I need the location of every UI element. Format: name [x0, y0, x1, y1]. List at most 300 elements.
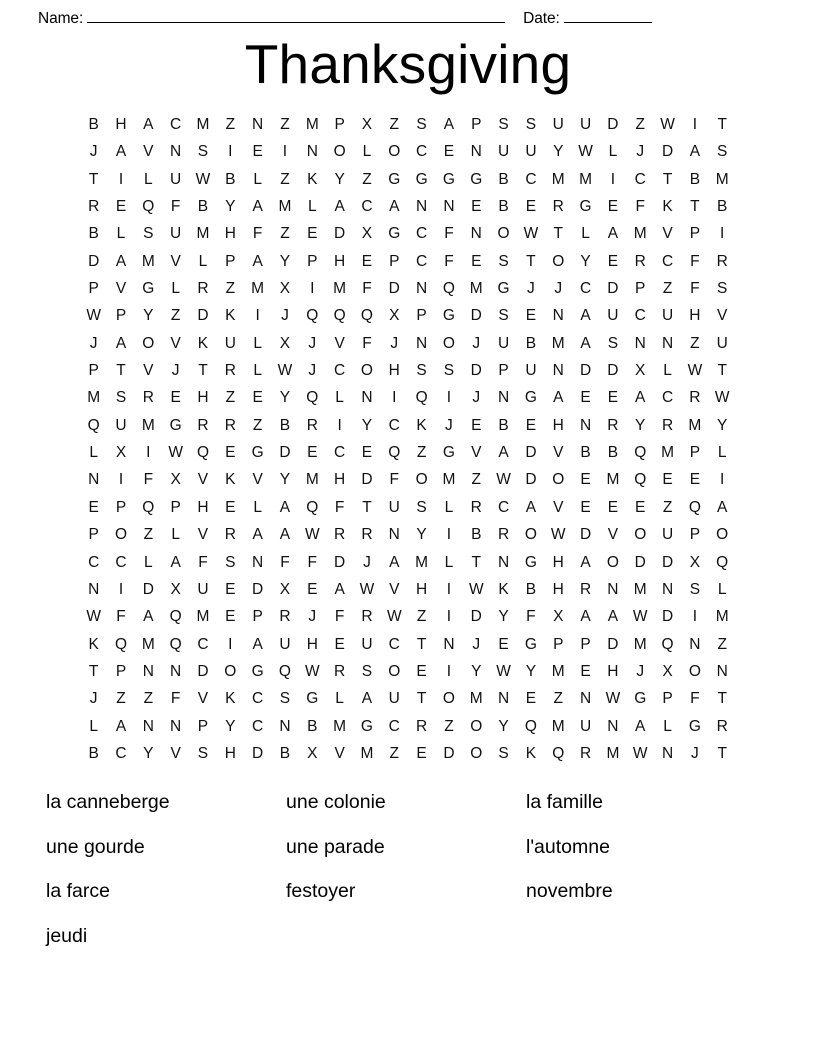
- grid-cell[interactable]: S: [416, 362, 427, 380]
- grid-cell[interactable]: C: [661, 389, 674, 407]
- grid-cell[interactable]: L: [89, 717, 98, 735]
- grid-cell[interactable]: E: [580, 389, 591, 407]
- grid-cell[interactable]: F: [252, 225, 263, 243]
- word-list-item[interactable]: la farce: [46, 880, 110, 902]
- grid-cell[interactable]: D: [661, 608, 674, 626]
- grid-cell[interactable]: F: [116, 608, 126, 626]
- grid-cell[interactable]: M: [579, 170, 593, 188]
- grid-cell[interactable]: D: [252, 744, 264, 762]
- grid-cell[interactable]: O: [470, 717, 483, 735]
- grid-cell[interactable]: E: [662, 471, 673, 489]
- grid-cell[interactable]: Z: [553, 690, 563, 708]
- grid-cell[interactable]: B: [88, 744, 99, 762]
- grid-cell[interactable]: P: [88, 280, 99, 298]
- grid-cell[interactable]: X: [389, 307, 400, 325]
- grid-cell[interactable]: G: [470, 170, 483, 188]
- grid-cell[interactable]: K: [225, 690, 236, 708]
- grid-cell[interactable]: D: [607, 116, 619, 133]
- grid-cell[interactable]: S: [607, 334, 619, 352]
- grid-cell[interactable]: Y: [279, 252, 291, 270]
- grid-cell[interactable]: T: [690, 198, 700, 216]
- grid-cell[interactable]: O: [114, 526, 128, 544]
- grid-cell[interactable]: M: [688, 416, 702, 434]
- grid-cell[interactable]: V: [143, 362, 154, 380]
- grid-cell[interactable]: P: [689, 526, 701, 544]
- grid-cell[interactable]: T: [88, 662, 99, 680]
- grid-cell[interactable]: D: [525, 444, 537, 462]
- grid-cell[interactable]: W: [86, 608, 101, 626]
- grid-cell[interactable]: D: [334, 553, 346, 571]
- grid-cell[interactable]: L: [253, 170, 262, 188]
- grid-cell[interactable]: L: [444, 498, 454, 516]
- grid-cell[interactable]: B: [88, 116, 99, 133]
- grid-cell[interactable]: P: [170, 498, 181, 516]
- grid-cell[interactable]: M: [715, 170, 729, 188]
- grid-cell[interactable]: W: [86, 307, 101, 325]
- grid-cell[interactable]: M: [469, 690, 483, 708]
- grid-cell[interactable]: O: [388, 662, 401, 680]
- grid-cell[interactable]: V: [170, 252, 181, 270]
- grid-cell[interactable]: N: [170, 717, 182, 735]
- grid-cell[interactable]: A: [115, 143, 127, 161]
- grid-cell[interactable]: D: [443, 744, 455, 762]
- grid-cell[interactable]: I: [610, 170, 616, 188]
- grid-cell[interactable]: C: [361, 198, 373, 216]
- grid-cell[interactable]: I: [692, 608, 698, 626]
- grid-cell[interactable]: H: [224, 744, 236, 762]
- grid-cell[interactable]: M: [196, 608, 210, 626]
- grid-cell[interactable]: U: [197, 580, 209, 598]
- grid-cell[interactable]: E: [635, 498, 646, 516]
- word-list-item[interactable]: la canneberge: [46, 791, 170, 813]
- grid-cell[interactable]: H: [224, 225, 236, 243]
- grid-cell[interactable]: N: [88, 580, 100, 598]
- grid-cell[interactable]: F: [307, 553, 318, 571]
- grid-cell[interactable]: E: [525, 416, 537, 434]
- date-field[interactable]: [523, 9, 652, 28]
- grid-cell[interactable]: C: [416, 225, 428, 243]
- grid-cell[interactable]: W: [632, 608, 648, 626]
- grid-cell[interactable]: U: [279, 635, 291, 653]
- grid-cell[interactable]: L: [171, 280, 180, 298]
- grid-cell[interactable]: Q: [442, 280, 455, 298]
- grid-cell[interactable]: L: [171, 526, 180, 544]
- grid-cell[interactable]: B: [607, 444, 619, 462]
- grid-cell[interactable]: W: [195, 170, 211, 188]
- grid-cell[interactable]: P: [553, 635, 564, 653]
- grid-cell[interactable]: L: [608, 143, 618, 161]
- grid-cell[interactable]: B: [498, 198, 509, 216]
- grid-cell[interactable]: V: [389, 580, 400, 598]
- grid-cell[interactable]: U: [388, 498, 400, 516]
- grid-cell[interactable]: S: [689, 580, 701, 598]
- grid-cell[interactable]: G: [415, 170, 428, 188]
- grid-cell[interactable]: D: [607, 280, 619, 298]
- grid-cell[interactable]: S: [197, 744, 209, 762]
- grid-cell[interactable]: X: [689, 553, 701, 571]
- grid-cell[interactable]: U: [170, 170, 182, 188]
- grid-cell[interactable]: Q: [278, 662, 291, 680]
- grid-cell[interactable]: T: [362, 498, 372, 516]
- grid-cell[interactable]: J: [445, 416, 453, 434]
- grid-cell[interactable]: A: [525, 498, 537, 516]
- grid-cell[interactable]: A: [635, 717, 646, 735]
- grid-cell[interactable]: E: [225, 608, 236, 626]
- grid-cell[interactable]: B: [689, 170, 701, 188]
- grid-cell[interactable]: T: [416, 690, 427, 708]
- grid-cell[interactable]: D: [525, 471, 537, 489]
- grid-cell[interactable]: X: [279, 580, 291, 598]
- grid-cell[interactable]: A: [252, 635, 263, 653]
- grid-cell[interactable]: F: [444, 225, 454, 243]
- grid-cell[interactable]: B: [279, 744, 291, 762]
- grid-cell[interactable]: A: [143, 116, 154, 133]
- grid-cell[interactable]: E: [416, 744, 427, 762]
- grid-cell[interactable]: N: [661, 580, 674, 598]
- grid-cell[interactable]: Y: [553, 143, 564, 161]
- grid-cell[interactable]: E: [580, 662, 591, 680]
- grid-cell[interactable]: T: [88, 170, 99, 188]
- grid-cell[interactable]: Q: [688, 498, 701, 516]
- grid-cell[interactable]: V: [717, 307, 728, 325]
- grid-cell[interactable]: O: [524, 526, 537, 544]
- grid-cell[interactable]: M: [333, 717, 347, 735]
- grid-cell[interactable]: X: [361, 116, 373, 133]
- grid-cell[interactable]: N: [361, 389, 373, 407]
- grid-cell[interactable]: D: [470, 608, 482, 626]
- grid-cell[interactable]: V: [115, 280, 127, 298]
- grid-cell[interactable]: A: [334, 580, 345, 598]
- grid-cell[interactable]: A: [635, 389, 646, 407]
- grid-cell[interactable]: J: [390, 334, 399, 352]
- grid-cell[interactable]: F: [690, 690, 700, 708]
- grid-cell[interactable]: W: [304, 526, 320, 544]
- grid-cell[interactable]: X: [662, 662, 673, 680]
- grid-cell[interactable]: O: [360, 362, 373, 380]
- grid-cell[interactable]: J: [472, 334, 481, 352]
- grid-cell[interactable]: S: [279, 690, 291, 708]
- grid-cell[interactable]: D: [252, 580, 264, 598]
- grid-cell[interactable]: O: [415, 471, 428, 489]
- grid-cell[interactable]: O: [442, 334, 455, 352]
- grid-cell[interactable]: Y: [635, 416, 646, 434]
- grid-cell[interactable]: E: [607, 198, 619, 216]
- grid-cell[interactable]: Y: [361, 416, 373, 434]
- grid-cell[interactable]: G: [388, 170, 401, 188]
- grid-cell[interactable]: I: [118, 471, 124, 489]
- grid-cell[interactable]: T: [717, 744, 727, 762]
- grid-cell[interactable]: T: [416, 635, 427, 653]
- grid-cell[interactable]: C: [252, 690, 264, 708]
- grid-cell[interactable]: R: [716, 717, 728, 735]
- grid-cell[interactable]: Q: [87, 416, 100, 434]
- grid-cell[interactable]: V: [197, 526, 209, 544]
- grid-cell[interactable]: A: [498, 444, 509, 462]
- grid-cell[interactable]: R: [224, 526, 236, 544]
- grid-cell[interactable]: Q: [634, 444, 647, 462]
- grid-cell[interactable]: U: [361, 635, 373, 653]
- grid-cell[interactable]: S: [197, 143, 209, 161]
- grid-cell[interactable]: I: [228, 143, 233, 161]
- grid-cell[interactable]: T: [553, 225, 563, 243]
- word-list-item[interactable]: une gourde: [46, 835, 145, 858]
- word-list-item[interactable]: jeudi: [46, 924, 88, 947]
- grid-cell[interactable]: F: [170, 198, 181, 216]
- grid-cell[interactable]: G: [497, 280, 510, 298]
- grid-cell[interactable]: N: [661, 744, 674, 762]
- grid-cell[interactable]: N: [607, 580, 619, 598]
- grid-cell[interactable]: S: [225, 553, 236, 571]
- grid-cell[interactable]: L: [335, 389, 344, 407]
- grid-cell[interactable]: Y: [225, 717, 236, 735]
- grid-cell[interactable]: E: [607, 498, 619, 516]
- grid-cell[interactable]: C: [197, 635, 209, 653]
- grid-cell[interactable]: L: [89, 444, 98, 462]
- grid-cell[interactable]: Y: [471, 662, 482, 680]
- grid-cell[interactable]: H: [552, 553, 564, 571]
- grid-cell[interactable]: M: [633, 635, 647, 653]
- grid-cell[interactable]: E: [689, 471, 701, 489]
- grid-cell[interactable]: C: [388, 416, 400, 434]
- grid-cell[interactable]: N: [552, 307, 564, 325]
- grid-cell[interactable]: T: [471, 553, 481, 571]
- grid-cell[interactable]: O: [497, 225, 510, 243]
- grid-cell[interactable]: E: [252, 389, 263, 407]
- grid-cell[interactable]: I: [118, 580, 124, 598]
- grid-cell[interactable]: E: [225, 498, 236, 516]
- grid-cell[interactable]: E: [252, 143, 263, 161]
- grid-cell[interactable]: N: [661, 334, 674, 352]
- grid-cell[interactable]: C: [416, 252, 428, 270]
- grid-cell[interactable]: V: [471, 444, 482, 462]
- grid-cell[interactable]: I: [337, 416, 342, 434]
- grid-cell[interactable]: A: [143, 608, 154, 626]
- grid-cell[interactable]: U: [115, 416, 127, 434]
- grid-cell[interactable]: Y: [580, 252, 591, 270]
- grid-cell[interactable]: C: [497, 498, 510, 516]
- word-list-item[interactable]: une colonie: [286, 791, 386, 813]
- grid-cell[interactable]: P: [307, 252, 318, 270]
- grid-cell[interactable]: R: [552, 198, 564, 216]
- grid-cell[interactable]: N: [470, 143, 482, 161]
- name-write-line[interactable]: [87, 9, 505, 23]
- grid-cell[interactable]: P: [115, 662, 127, 680]
- grid-cell[interactable]: F: [444, 252, 454, 270]
- grid-cell[interactable]: K: [498, 580, 509, 598]
- grid-cell[interactable]: G: [524, 553, 537, 571]
- grid-cell[interactable]: X: [361, 225, 373, 243]
- grid-cell[interactable]: N: [497, 553, 510, 571]
- grid-cell[interactable]: F: [334, 608, 345, 626]
- grid-cell[interactable]: G: [442, 444, 455, 462]
- grid-cell[interactable]: Z: [416, 608, 427, 626]
- grid-cell[interactable]: D: [579, 526, 592, 544]
- grid-cell[interactable]: S: [498, 252, 509, 270]
- grid-cell[interactable]: T: [717, 116, 727, 133]
- grid-cell[interactable]: F: [362, 280, 372, 298]
- grid-cell[interactable]: R: [361, 526, 373, 544]
- grid-cell[interactable]: R: [306, 416, 318, 434]
- grid-cell[interactable]: N: [170, 662, 182, 680]
- grid-cell[interactable]: D: [607, 635, 619, 653]
- grid-cell[interactable]: X: [115, 444, 127, 462]
- grid-cell[interactable]: M: [333, 280, 347, 298]
- grid-cell[interactable]: P: [689, 225, 701, 243]
- grid-cell[interactable]: A: [361, 690, 373, 708]
- grid-cell[interactable]: G: [388, 225, 401, 243]
- grid-cell[interactable]: M: [278, 198, 292, 216]
- grid-cell[interactable]: Z: [143, 526, 154, 544]
- grid-cell[interactable]: B: [498, 170, 509, 188]
- grid-cell[interactable]: N: [552, 362, 564, 380]
- grid-cell[interactable]: P: [252, 608, 263, 626]
- grid-cell[interactable]: Z: [662, 280, 673, 298]
- grid-cell[interactable]: E: [361, 444, 373, 462]
- grid-cell[interactable]: M: [606, 471, 620, 489]
- grid-cell[interactable]: S: [498, 307, 509, 325]
- grid-cell[interactable]: V: [170, 334, 181, 352]
- grid-cell[interactable]: Z: [252, 416, 263, 434]
- grid-cell[interactable]: E: [471, 416, 482, 434]
- grid-cell[interactable]: D: [279, 444, 291, 462]
- grid-cell[interactable]: L: [717, 444, 727, 462]
- grid-cell[interactable]: B: [580, 444, 591, 462]
- grid-cell[interactable]: X: [553, 608, 564, 626]
- grid-cell[interactable]: F: [280, 553, 290, 571]
- grid-cell[interactable]: R: [197, 416, 209, 434]
- grid-cell[interactable]: L: [717, 580, 727, 598]
- grid-cell[interactable]: C: [334, 362, 346, 380]
- grid-cell[interactable]: U: [552, 116, 564, 133]
- grid-cell[interactable]: G: [634, 690, 647, 708]
- grid-cell[interactable]: B: [498, 416, 509, 434]
- grid-cell[interactable]: P: [498, 362, 509, 380]
- grid-cell[interactable]: Z: [444, 717, 454, 735]
- grid-cell[interactable]: Q: [306, 307, 319, 325]
- grid-cell[interactable]: Z: [225, 389, 236, 407]
- grid-cell[interactable]: C: [388, 635, 400, 653]
- grid-cell[interactable]: O: [552, 471, 565, 489]
- grid-cell[interactable]: U: [525, 362, 537, 380]
- grid-cell[interactable]: J: [89, 334, 98, 352]
- word-list-item[interactable]: la famille: [526, 791, 603, 813]
- grid-cell[interactable]: P: [689, 444, 701, 462]
- grid-cell[interactable]: V: [143, 143, 154, 161]
- grid-cell[interactable]: A: [279, 526, 291, 544]
- grid-cell[interactable]: O: [552, 252, 565, 270]
- grid-cell[interactable]: Z: [635, 116, 645, 133]
- grid-cell[interactable]: X: [635, 362, 646, 380]
- grid-cell[interactable]: U: [661, 307, 674, 325]
- grid-cell[interactable]: E: [498, 635, 509, 653]
- grid-cell[interactable]: Y: [279, 389, 291, 407]
- grid-cell[interactable]: A: [170, 553, 181, 571]
- grid-cell[interactable]: Y: [416, 526, 427, 544]
- grid-cell[interactable]: U: [607, 307, 619, 325]
- grid-cell[interactable]: E: [115, 198, 127, 216]
- grid-cell[interactable]: J: [308, 608, 317, 626]
- grid-cell[interactable]: A: [252, 198, 263, 216]
- grid-cell[interactable]: O: [634, 526, 647, 544]
- grid-cell[interactable]: N: [470, 225, 482, 243]
- grid-cell[interactable]: G: [688, 717, 701, 735]
- grid-cell[interactable]: Z: [170, 307, 181, 325]
- grid-cell[interactable]: Q: [661, 635, 674, 653]
- grid-cell[interactable]: V: [197, 471, 209, 489]
- grid-cell[interactable]: B: [197, 198, 209, 216]
- grid-cell[interactable]: J: [472, 389, 481, 407]
- grid-cell[interactable]: R: [579, 580, 592, 598]
- grid-cell[interactable]: H: [197, 389, 209, 407]
- grid-cell[interactable]: U: [224, 334, 236, 352]
- grid-cell[interactable]: O: [142, 334, 155, 352]
- grid-cell[interactable]: M: [661, 444, 675, 462]
- grid-cell[interactable]: W: [304, 662, 320, 680]
- grid-cell[interactable]: D: [607, 362, 619, 380]
- grid-cell[interactable]: A: [334, 198, 345, 216]
- grid-cell[interactable]: Z: [389, 116, 399, 133]
- grid-cell[interactable]: V: [553, 444, 564, 462]
- grid-cell[interactable]: R: [142, 389, 154, 407]
- grid-cell[interactable]: H: [552, 416, 564, 434]
- grid-cell[interactable]: N: [252, 553, 264, 571]
- grid-cell[interactable]: Z: [225, 116, 236, 133]
- grid-cell[interactable]: N: [416, 198, 428, 216]
- grid-cell[interactable]: Q: [306, 498, 319, 516]
- grid-cell[interactable]: H: [552, 580, 564, 598]
- grid-cell[interactable]: R: [197, 280, 209, 298]
- grid-cell[interactable]: F: [362, 334, 372, 352]
- grid-cell[interactable]: Z: [143, 690, 154, 708]
- grid-cell[interactable]: E: [170, 389, 181, 407]
- grid-cell[interactable]: J: [281, 307, 289, 325]
- grid-cell[interactable]: E: [307, 444, 318, 462]
- grid-cell[interactable]: N: [142, 717, 154, 735]
- grid-cell[interactable]: G: [142, 280, 155, 298]
- grid-cell[interactable]: N: [607, 717, 619, 735]
- grid-cell[interactable]: P: [580, 635, 591, 653]
- grid-cell[interactable]: A: [607, 225, 619, 243]
- grid-cell[interactable]: F: [690, 252, 700, 270]
- grid-cell[interactable]: A: [607, 608, 619, 626]
- grid-cell[interactable]: Q: [552, 744, 565, 762]
- grid-cell[interactable]: Q: [524, 717, 537, 735]
- grid-cell[interactable]: Z: [362, 170, 372, 188]
- grid-cell[interactable]: V: [197, 690, 209, 708]
- grid-cell[interactable]: G: [360, 717, 373, 735]
- grid-cell[interactable]: S: [717, 143, 728, 161]
- grid-cell[interactable]: M: [305, 471, 319, 489]
- grid-cell[interactable]: S: [443, 362, 455, 380]
- grid-cell[interactable]: U: [525, 143, 537, 161]
- grid-cell[interactable]: J: [89, 143, 98, 161]
- grid-cell[interactable]: Q: [333, 307, 346, 325]
- grid-cell[interactable]: J: [636, 143, 645, 161]
- grid-cell[interactable]: S: [498, 116, 509, 133]
- grid-cell[interactable]: W: [523, 225, 539, 243]
- grid-cell[interactable]: E: [471, 252, 482, 270]
- grid-cell[interactable]: X: [307, 744, 318, 762]
- grid-cell[interactable]: M: [251, 280, 265, 298]
- grid-cell[interactable]: Q: [142, 498, 155, 516]
- grid-cell[interactable]: S: [416, 116, 427, 133]
- grid-cell[interactable]: J: [308, 362, 317, 380]
- grid-cell[interactable]: U: [579, 116, 592, 133]
- grid-cell[interactable]: L: [581, 225, 590, 243]
- grid-cell[interactable]: C: [170, 116, 182, 133]
- grid-cell[interactable]: Z: [416, 444, 427, 462]
- grid-cell[interactable]: Q: [169, 635, 182, 653]
